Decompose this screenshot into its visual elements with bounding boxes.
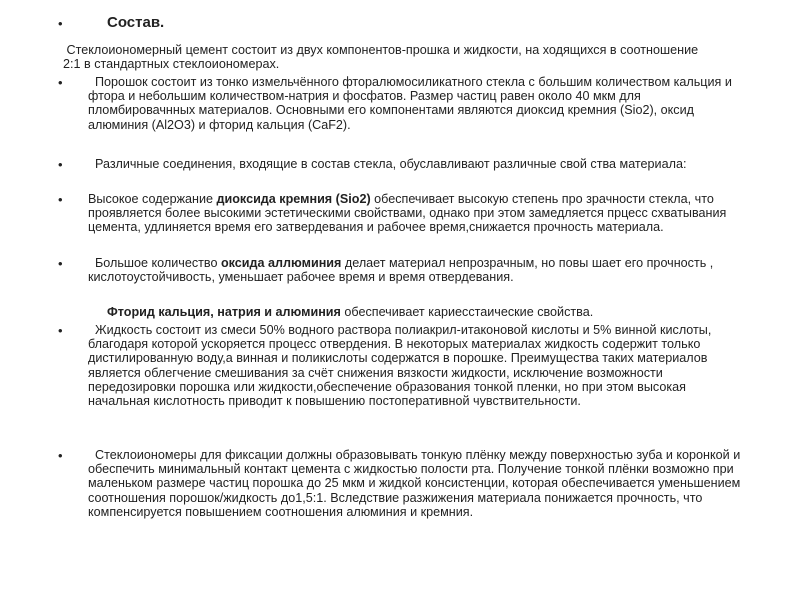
- bullet: •: [58, 448, 63, 463]
- silica-paragraph: Высокое содержание диоксида кремния (Sio2) обеспечивает высокую степень про зрачности стекла, что проявляется более высокими эстетическими свойствами, однако при этом замедляется прцесс схватывания цемента, удлиняется время его затвердевания и рабочее время,снижается прочность материала.: [88, 192, 727, 235]
- alumina-term: оксида аллюминия: [220, 256, 342, 270]
- bullet: •: [58, 16, 63, 31]
- compounds-paragraph: Различные соединения, входящие в состав стекла, обуславливают различные свой ства материала:: [95, 157, 687, 171]
- alumina-paragraph: Большое количество оксида аллюминия делает материал непрозрачным, но повы шает его прочность , кислотоустойчивость, уменьшает рабочее время и время отвердевания.: [88, 256, 714, 285]
- fixation-paragraph: Стеклоиономеры для фиксации должны образовывать тонкую плёнку между поверхностью зуба и коронкой и обеспечить минимальный контакт цемента с жидкостью полости рта. Получение тонкой плёнки возможно при маленьком размере частиц порошка до 25 мкм и жидкой консистенции, которая обеспечивается уменьшением соотношения порошок/жидкость до1,5:1. Вследствие разжижения материала понижается прочность, что компенсируется повышением соотношения алюминия и кремния.: [88, 448, 741, 519]
- slide-title: Состав.: [107, 14, 165, 31]
- fluoride-term: Фторид кальция, натрия и алюминия: [107, 305, 341, 319]
- bullet: •: [58, 75, 63, 90]
- bullet: •: [58, 157, 63, 172]
- powder-paragraph: Порошок состоит из тонко измельчённого фторалюмосиликатного стекла с большим количеством кальция и фтора и небольшим количеством-натрия и фосфатов. Размер частиц равен около 40 мкм для пломбировачнных материалов. Основными его компонентами являются диоксид кремния (Sio2), оксид алюминия (Al2O3) и фторид кальция (CaF2).: [88, 75, 732, 132]
- bullet: •: [58, 323, 63, 338]
- fluoride-paragraph: Фторид кальция, натрия и алюминия обеспечивает кариесстаические свойства.: [107, 305, 594, 319]
- bullet: •: [58, 192, 63, 207]
- silica-term: диоксида кремния (Sio2): [216, 192, 371, 206]
- intro-paragraph: Стеклоиономерный цемент состоит из двух компонентов-прошка и жидкости, на ходящихся в соотношение 2:1 в стандартных стеклоиономерах.: [63, 43, 699, 72]
- liquid-paragraph: Жидкость состоит из смеси 50% водного раствора полиакрил-итаконовой кислоты и 5% винной кислоты, благодаря которой ускоряется процесс отвердения. В некоторых материалах жидкость содержит только дистилированную воду,а винная и поликислоты содержатся в порошке. Преимущества таких материалов является облегчение смешивания за счёт снижения вязкости жидкости, исключение возможности передозировки порошка или жидкости,обеспечение образования тонкой пленки, но при этом высокая начальная кислотность приводит к повышению постоперативной чувствительности.: [88, 323, 712, 409]
- bullet: •: [58, 256, 63, 271]
